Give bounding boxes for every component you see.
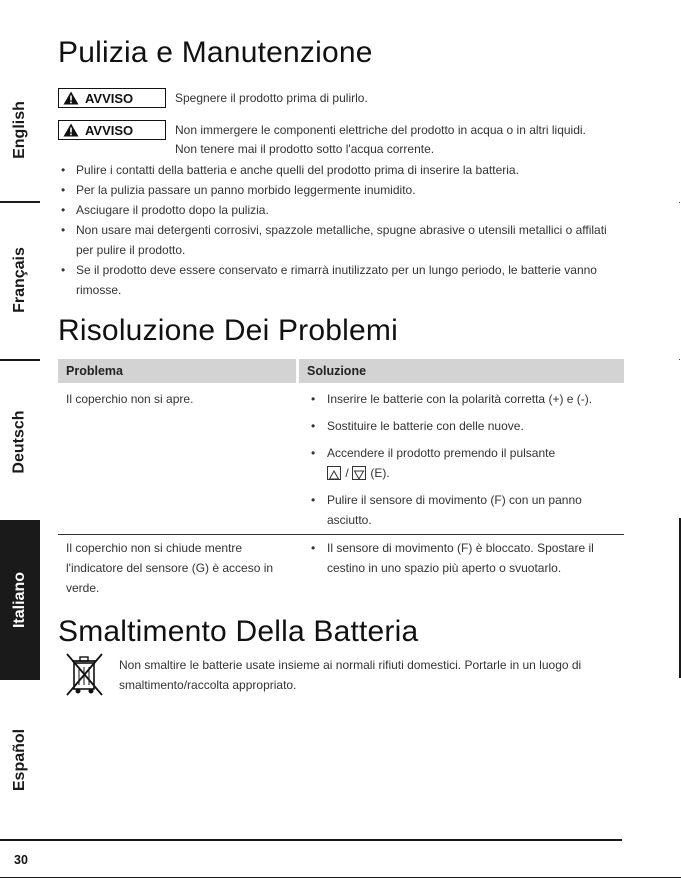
- section-title-troubleshooting: Risoluzione Dei Problemi: [58, 314, 398, 347]
- warning-line: Non tenere mai il prodotto sotto l'acqua corrente.: [175, 142, 435, 156]
- warning-text: [175, 88, 368, 108]
- language-tab-italiano[interactable]: [0, 520, 40, 680]
- table-header-problem: [58, 359, 296, 383]
- language-tab-label: Français: [11, 247, 28, 313]
- warning-row: [58, 120, 586, 159]
- warning-text: [175, 120, 586, 159]
- list-item: • Per la pulizia passare un panno morbido leggermente inumidito.: [58, 180, 618, 200]
- language-tab-label: Italiano: [11, 571, 29, 629]
- language-tab-english[interactable]: [0, 60, 40, 200]
- language-tab-label: Español: [11, 728, 29, 792]
- warning-badge-label: AVVISO: [85, 122, 134, 138]
- footer-divider: [0, 839, 622, 841]
- crossed-out-bin-icon: [64, 651, 106, 697]
- warning-badge: [58, 120, 166, 140]
- section-title-disposal: Smaltimento Della Batteria: [58, 615, 419, 648]
- table-header-solution: [299, 359, 624, 383]
- solution-list: [308, 538, 620, 578]
- warning-triangle-icon: [63, 123, 79, 137]
- edge-mark: [679, 359, 680, 360]
- button-reference: (E).: [370, 466, 390, 480]
- language-tab-espanol[interactable]: [0, 690, 40, 830]
- list-item: • Pulire i contatti della batteria e anche quelli del prodotto prima di inserire la batteria.: [58, 160, 618, 180]
- list-item: • Asciugare il prodotto dopo la pulizia.: [58, 200, 618, 220]
- warning-badge-label: AVVISO: [85, 90, 134, 106]
- down-triangle-button-icon: [352, 466, 366, 480]
- table-row-divider: [58, 534, 624, 535]
- list-item: • Se il prodotto deve essere conservato e rimarrà inutilizzato per un lungo periodo, le batterie vanno rimosse.: [58, 260, 618, 300]
- tab-divider: [0, 201, 40, 203]
- edge-mark: [679, 202, 680, 203]
- tab-divider: [0, 359, 40, 361]
- cleaning-bullet-list: [58, 160, 618, 300]
- button-separator: /: [345, 466, 349, 480]
- list-item: • Il sensore di movimento (F) è bloccato. Spostare il cestino in uno spazio più aperto o svuotarlo.: [308, 538, 620, 578]
- table-cell-problem: Il coperchio non si apre.: [66, 392, 194, 406]
- solution-text: Accendere il prodotto premendo il pulsante: [327, 446, 556, 460]
- disposal-text: Non smaltire le batterie usate insieme ai normali rifiuti domestici. Portarle in un luogo di smaltimento/raccolta appropriato.: [119, 658, 582, 692]
- up-triangle-button-icon: [327, 466, 341, 480]
- language-tab-label: English: [11, 101, 28, 159]
- language-tab-deutsch[interactable]: [0, 372, 40, 512]
- list-item: • Inserire le batterie con la polarità corretta (+) e (-).: [308, 389, 620, 409]
- list-item: • Pulire il sensore di movimento (F) con un panno asciutto.: [308, 490, 620, 530]
- warning-triangle-icon: [63, 91, 79, 105]
- language-tab-label: Deutsch: [11, 410, 28, 474]
- column-header: Problema: [66, 364, 123, 378]
- warning-line: Spegnere il prodotto prima di pulirlo.: [175, 91, 368, 105]
- list-item: • Non usare mai detergenti corrosivi, spazzole metalliche, spugne abrasive o utensili metallici o affilati per pulire il prodotto.: [58, 220, 618, 260]
- warning-badge: [58, 88, 166, 108]
- solution-list: [308, 389, 620, 530]
- page-number: 30: [14, 853, 28, 867]
- section-title-cleaning: Pulizia e Manutenzione: [58, 36, 373, 69]
- language-tab-francais[interactable]: [0, 215, 40, 345]
- column-header: Soluzione: [307, 364, 367, 378]
- footer-bottom-line: [0, 877, 681, 878]
- table-cell-problem: Il coperchio non si chiude mentre l'indicatore del sensore (G) è acceso in verde.: [66, 541, 274, 595]
- warning-row: [58, 88, 368, 108]
- warning-line: Non immergere le componenti elettriche del prodotto in acqua o in altri liquidi.: [175, 123, 586, 137]
- list-item: • Sostituire le batterie con delle nuove.: [308, 416, 620, 436]
- list-item: [308, 443, 620, 483]
